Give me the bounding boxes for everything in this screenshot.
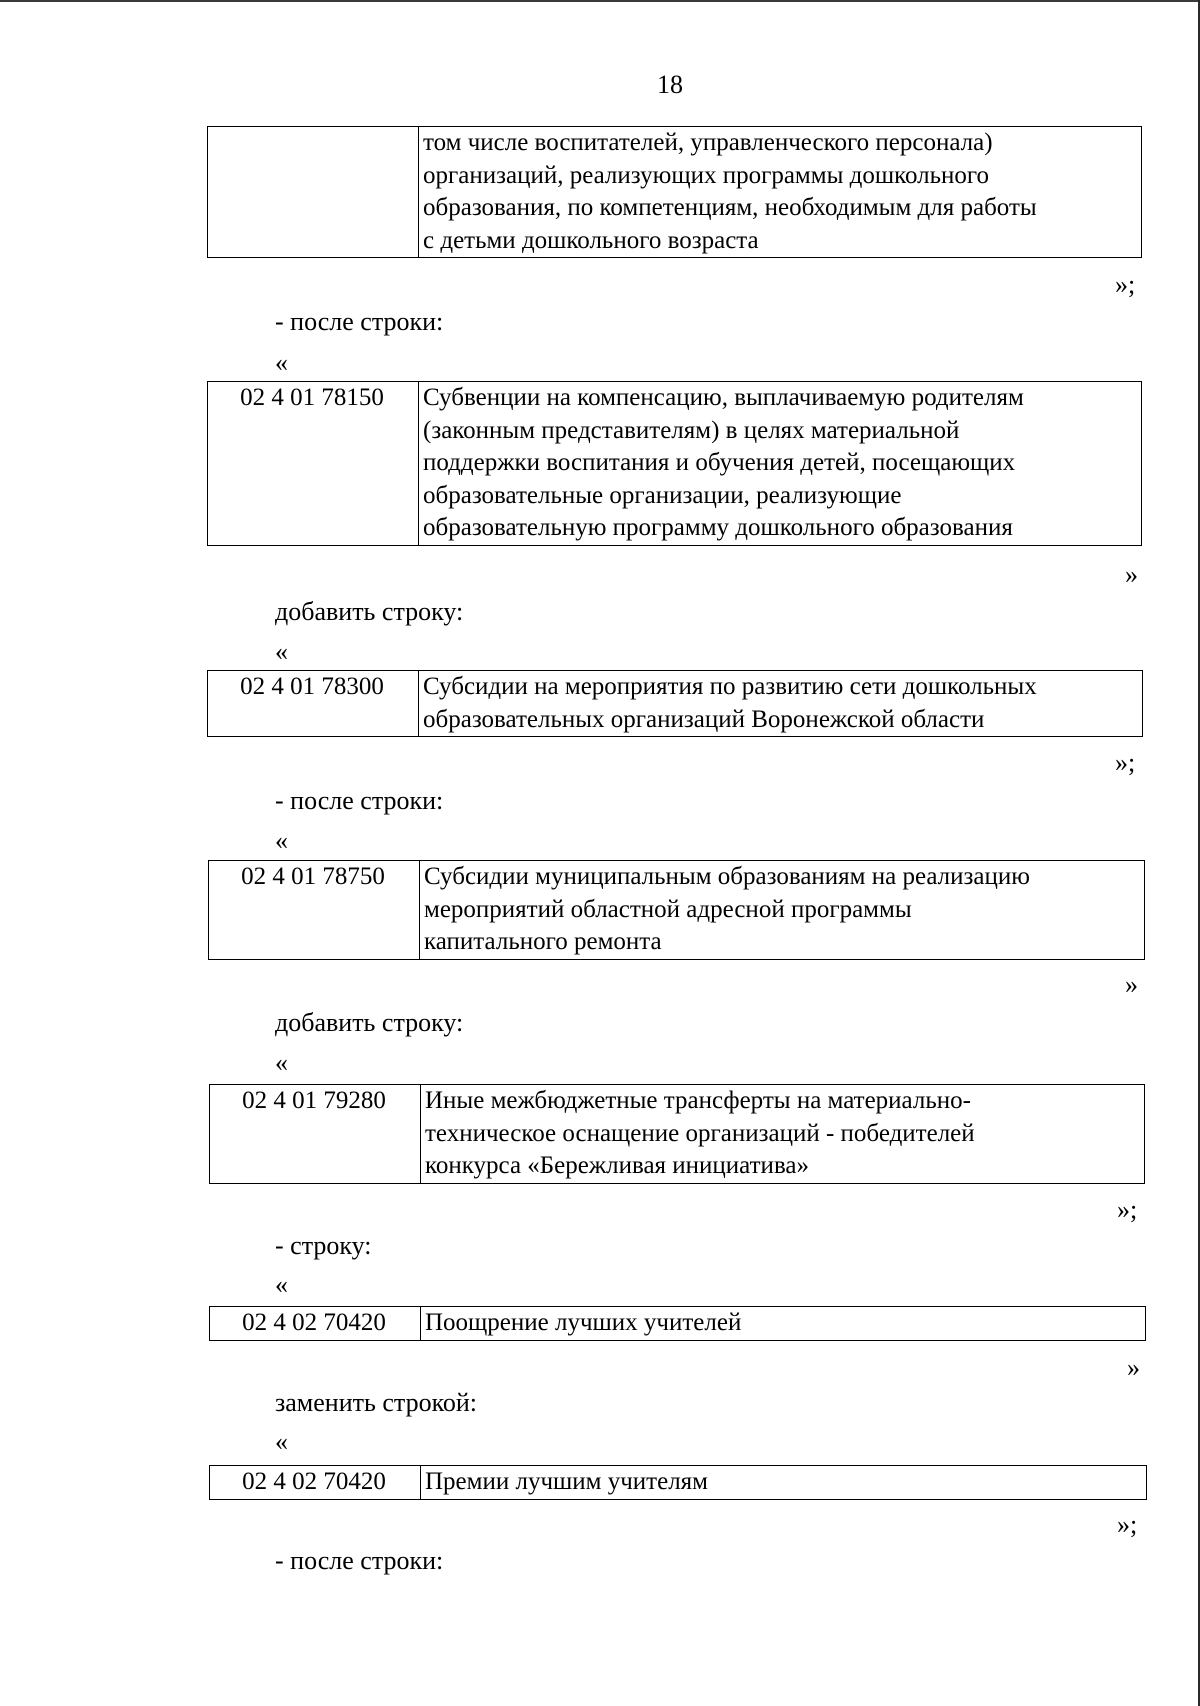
budget-code-cell: 02 4 02 70420	[210, 1466, 421, 1500]
opening-quote: «	[275, 1427, 288, 1456]
opening-quote: «	[275, 637, 288, 666]
budget-description-cell	[421, 1307, 1146, 1341]
closing-quote: »;	[1117, 1195, 1138, 1224]
description-line: с детьми дошкольного возраста	[423, 226, 759, 254]
budget-code-cell: 02 4 01 78300	[208, 671, 419, 737]
budget-code-cell: 02 4 02 70420	[210, 1307, 421, 1341]
instruction-text: добавить строку:	[275, 597, 464, 626]
description-line: конкурса «Бережливая инициатива»	[425, 1152, 810, 1179]
closing-quote: »;	[1115, 748, 1136, 777]
closing-quote: »	[1125, 970, 1138, 999]
description-line: Премии лучшим учителям	[425, 1468, 708, 1495]
description-line: том числе воспитателей, управленческого персонала)	[423, 129, 993, 156]
opening-quote: «	[275, 1270, 288, 1299]
description-line: (законным представителям) в целях материальной	[423, 416, 960, 444]
budget-table-row	[207, 381, 1142, 546]
opening-quote: «	[275, 1048, 288, 1077]
description-line: образовательную программу дошкольного образования	[423, 514, 1013, 541]
budget-table-row	[207, 126, 1142, 258]
budget-table-row	[209, 1465, 1147, 1500]
budget-code-cell: 02 4 01 78150	[208, 382, 419, 546]
description-line: образовательных организаций Воронежской области	[423, 705, 985, 733]
closing-quote: »	[1125, 560, 1138, 589]
description-line: мероприятий областной адресной программы	[424, 895, 912, 923]
instruction-text: добавить строку:	[275, 1008, 464, 1037]
description-line: поддержки воспитания и обучения детей, посещающих	[423, 449, 1016, 476]
instruction-text: - после строки:	[275, 1546, 444, 1575]
budget-table-row	[209, 1306, 1146, 1341]
instruction-text: - после строки:	[275, 307, 444, 336]
closing-quote: »	[1127, 1353, 1140, 1382]
closing-quote: »;	[1117, 1510, 1138, 1539]
instruction-text: - строку:	[275, 1231, 372, 1260]
budget-description-cell	[419, 671, 1143, 737]
closing-quote: »;	[1115, 270, 1136, 299]
budget-code-cell: 02 4 01 79280	[210, 1085, 421, 1184]
description-line: образовательные организации, реализующие	[423, 481, 902, 509]
description-line: техническое оснащение организаций - победителей	[425, 1119, 975, 1147]
budget-description-cell	[421, 1085, 1145, 1184]
scan-edge-top	[0, 0, 1200, 2]
budget-code-cell	[208, 127, 419, 258]
opening-quote: «	[275, 826, 288, 855]
description-line: организаций, реализующих программы дошкольного	[423, 161, 990, 189]
budget-description-cell	[419, 127, 1142, 258]
description-line: Иные межбюджетные трансферты на материально-	[425, 1087, 971, 1114]
budget-table-row	[208, 860, 1145, 960]
budget-description-cell	[420, 861, 1145, 960]
budget-table-row	[207, 670, 1143, 737]
budget-description-cell	[419, 382, 1142, 546]
instruction-text: заменить строкой:	[275, 1388, 478, 1417]
description-line: образования, по компетенциям, необходимым для работы	[423, 194, 1037, 221]
budget-code-cell: 02 4 01 78750	[209, 861, 420, 960]
description-line: Субсидии на мероприятия по развитию сети дошкольных	[423, 673, 1037, 700]
description-line: Поощрение лучших учителей	[425, 1309, 742, 1336]
description-line: Субвенции на компенсацию, выплачиваемую родителям	[423, 384, 1024, 411]
description-line: капитального ремонта	[424, 928, 662, 955]
page-number: 18	[657, 70, 683, 99]
instruction-text: - после строки:	[275, 786, 444, 815]
opening-quote: «	[275, 348, 288, 377]
description-line: Субсидии муниципальным образованиям на реализацию	[424, 863, 1030, 890]
budget-table-row	[209, 1084, 1145, 1184]
budget-description-cell	[421, 1466, 1147, 1500]
